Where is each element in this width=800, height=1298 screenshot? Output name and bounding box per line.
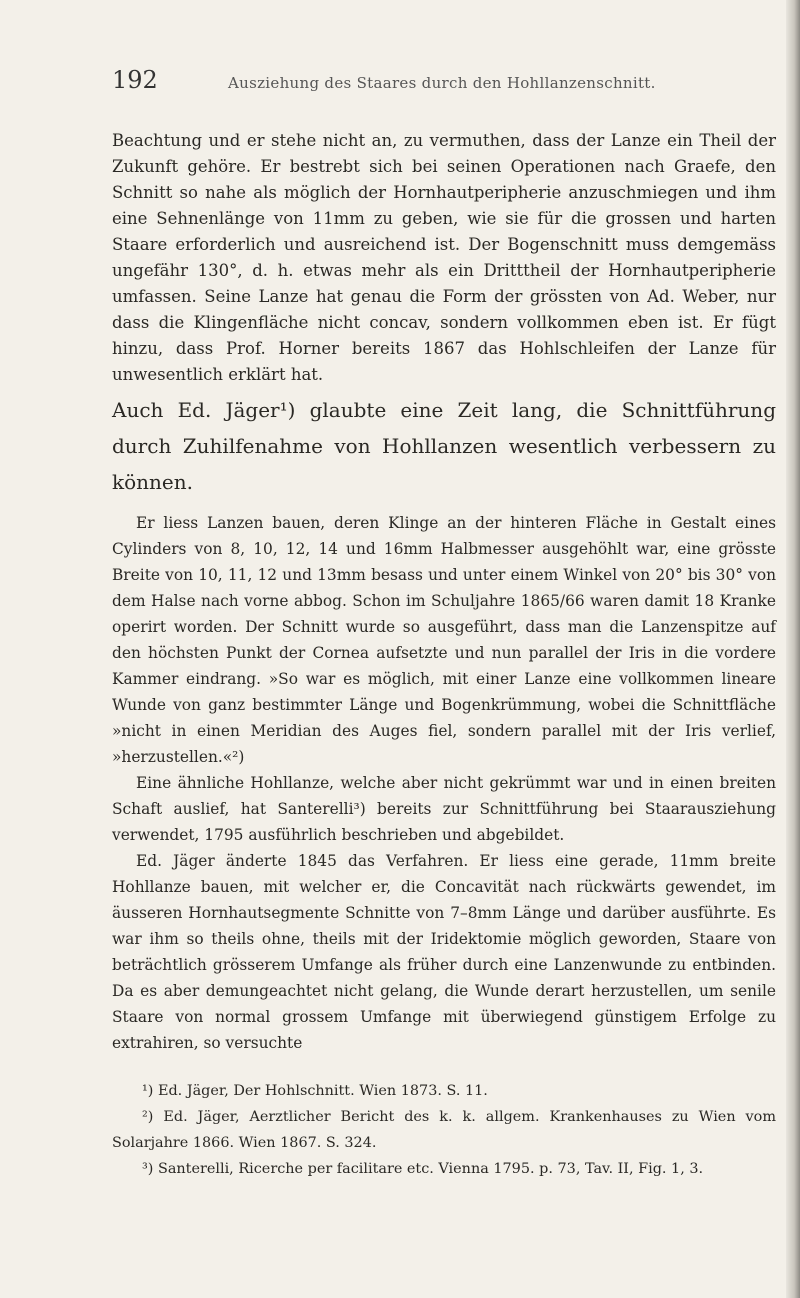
page-header <box>112 66 752 110</box>
page-edge-shadow <box>786 0 800 1298</box>
heading-paragraph: Auch Ed. Jäger¹) glaubte eine Zeit lang, die Schnittführung durch Zuhilfenahme von Hohllanzen wesentlich verbessern zu können. <box>112 398 776 494</box>
footnote-1: ¹) Ed. Jäger, Der Hohlschnitt. Wien 1873. S. 11. <box>142 1083 488 1099</box>
page-number: 192 <box>112 66 158 94</box>
main-text <box>112 128 776 1056</box>
paragraph-1: Beachtung und er stehe nicht an, zu vermuthen, dass der Lanze ein Theil der Zukunft gehöre. Er bestrebt sich bei seinen Operationen nach Graefe, den Schnitt so nahe als möglich der Hornhautperipherie anzuschmiegen und ihm eine Sehnenlänge von 11mm zu geben, wie sie für die grossen und harten Staare erforderlich und ausreichend ist. Der Bogenschnitt muss demgemäss ungefähr 130°, d. h. etwas mehr als ein Dritttheil der Hornhautperipherie umfassen. Seine Lanze hat genau die Form der grössten von Ad. Weber, nur dass die Klingenfläche nicht concav, sondern vollkommen eben ist. Er fügt hinzu, dass Prof. Horner bereits 1867 das Hohlschleifen der Lanze für unwesentlich erklärt hat. <box>112 131 776 384</box>
footnote-2: ²) Ed. Jäger, Aerztlicher Bericht des k. k. allgem. Krankenhauses zu Wien vom Solarjahre 1866. Wien 1867. S. 324. <box>112 1109 776 1151</box>
footnotes <box>112 1078 776 1182</box>
small-print-section <box>112 510 776 1056</box>
footnote-3: ³) Santerelli, Ricerche per facilitare etc. Vienna 1795. p. 73, Tav. II, Fig. 1, 3. <box>142 1161 704 1177</box>
paragraph-3: Eine ähnliche Hohllanze, welche aber nicht gekrümmt war und in einen breiten Schaft auslief, hat Santerelli³) bereits zur Schnittführung bei Staarausziehung verwendet, 1795 ausführlich beschrieben und abgebildet. <box>112 774 776 844</box>
running-head: Ausziehung des Staares durch den Hohllanzenschnitt. <box>228 74 656 92</box>
paragraph-2: Er liess Lanzen bauen, deren Klinge an der hinteren Fläche in Gestalt eines Cylinders von 8, 10, 12, 14 und 16mm Halbmesser ausgehöhlt war, eine grösste Breite von 10, 11, 12 und 13mm besass und unter einem Winkel von 20° bis 30° von dem Halse nach vorne abbog. Schon im Schuljahre 1865/66 waren damit 18 Kranke operirt worden. Der Schnitt wurde so ausgeführt, dass man die Lanzenspitze auf den höchsten Punkt der Cornea aufsetzte und nun parallel der Iris in die vordere Kammer eindrang. »So war es möglich, mit einer Lanze eine vollkommen lineare Wunde von ganz bestimmter Länge und Bogenkrümmung, wobei die Schnittfläche »nicht in einen Meridian des Auges fiel, sondern parallel mit der Iris verlief, »herzustellen.«²) <box>112 514 776 766</box>
paragraph-4: Ed. Jäger änderte 1845 das Verfahren. Er liess eine gerade, 11mm breite Hohllanze bauen, mit welcher er, die Concavität nach rückwärts gewendet, im äusseren Hornhautsegmente Schnitte von 7–8mm Länge und darüber ausführte. Es war ihm so theils ohne, theils mit der Iridektomie möglich geworden, Staare von beträchtlich grösserem Umfange als früher durch eine Lanzenwunde zu entbinden. Da es aber demungeachtet nicht gelang, die Wunde derart herzustellen, um senile Staare von normal grossem Umfange mit überwiegend günstigem Erfolge zu extrahiren, so versuchte <box>112 852 776 1052</box>
